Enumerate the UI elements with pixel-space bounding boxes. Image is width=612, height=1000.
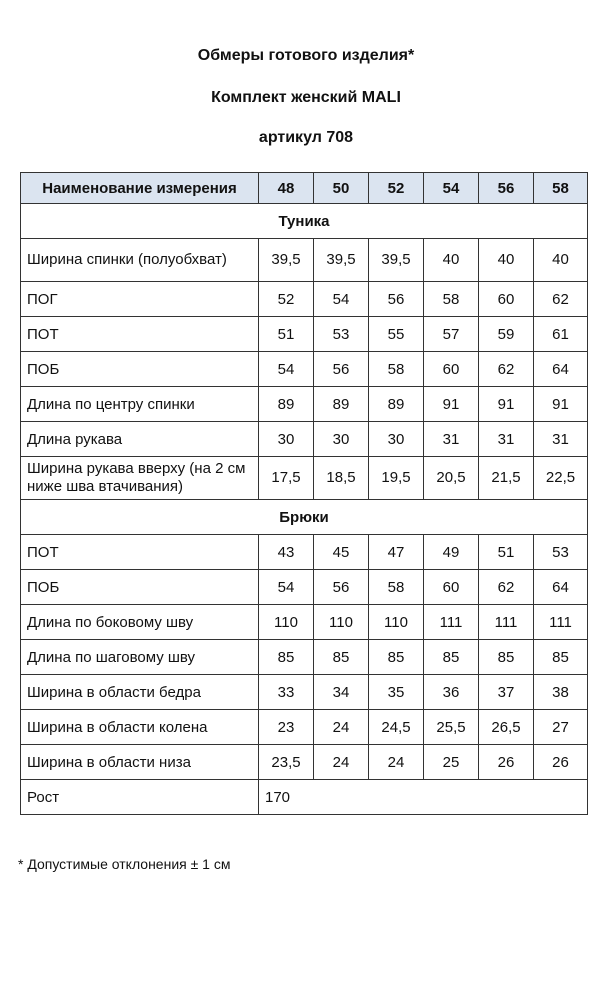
measurement-value: 56 <box>314 352 369 387</box>
section-row-pants <box>21 500 588 535</box>
measurement-value: 51 <box>259 317 314 352</box>
measurement-value: 30 <box>369 422 424 457</box>
measurement-value: 60 <box>424 570 479 605</box>
measurement-value: 49 <box>424 535 479 570</box>
measurement-value: 39,5 <box>369 239 424 282</box>
measurement-value: 54 <box>314 282 369 317</box>
measurement-value: 89 <box>314 387 369 422</box>
measurement-label: Длина по боковому шву <box>21 605 259 640</box>
measurement-value: 34 <box>314 675 369 710</box>
table-row <box>21 675 588 710</box>
measurement-value: 54 <box>259 352 314 387</box>
measurement-value: 61 <box>534 317 588 352</box>
measurement-label: Ширина спинки (полуобхват) <box>21 239 259 282</box>
measurement-value: 89 <box>369 387 424 422</box>
height-value: 170 <box>259 780 588 815</box>
measurement-value: 110 <box>259 605 314 640</box>
measurement-value: 24 <box>369 745 424 780</box>
measurement-value: 26,5 <box>479 710 534 745</box>
table-row <box>21 570 588 605</box>
measurement-value: 110 <box>314 605 369 640</box>
measurement-value: 85 <box>259 640 314 675</box>
table-row <box>21 457 588 500</box>
measurement-value: 54 <box>259 570 314 605</box>
section-row-tunic <box>21 204 588 239</box>
measurement-value: 31 <box>479 422 534 457</box>
measurement-value: 85 <box>369 640 424 675</box>
measurement-value: 53 <box>314 317 369 352</box>
measurement-value: 91 <box>534 387 588 422</box>
measurement-value: 85 <box>314 640 369 675</box>
column-header-size: 56 <box>479 173 534 204</box>
measurement-value: 111 <box>479 605 534 640</box>
measurement-value: 64 <box>534 352 588 387</box>
measurement-value: 24,5 <box>369 710 424 745</box>
footnote: * Допустимые отклонения ± 1 см <box>18 856 231 872</box>
measurement-value: 51 <box>479 535 534 570</box>
measurement-value: 39,5 <box>259 239 314 282</box>
measurement-value: 31 <box>534 422 588 457</box>
measurement-value: 111 <box>534 605 588 640</box>
measurement-value: 39,5 <box>314 239 369 282</box>
measurement-value: 25,5 <box>424 710 479 745</box>
measurement-value: 55 <box>369 317 424 352</box>
measurement-value: 43 <box>259 535 314 570</box>
article-number: артикул 708 <box>258 129 354 146</box>
measurement-value: 56 <box>314 570 369 605</box>
column-header-size: 54 <box>424 173 479 204</box>
measurement-value: 45 <box>314 535 369 570</box>
table-row <box>21 387 588 422</box>
measurement-value: 85 <box>479 640 534 675</box>
measurement-value: 60 <box>424 352 479 387</box>
table-row-height <box>21 780 588 815</box>
table-row <box>21 535 588 570</box>
product-name: Комплект женский MALI <box>211 89 401 106</box>
column-header-size: 50 <box>314 173 369 204</box>
measurement-value: 24 <box>314 710 369 745</box>
measurement-value: 58 <box>424 282 479 317</box>
column-header-size: 58 <box>534 173 588 204</box>
measurement-label: ПОГ <box>21 282 259 317</box>
document-title: Обмеры готового изделия* <box>197 47 415 64</box>
measurement-value: 23,5 <box>259 745 314 780</box>
table-row <box>21 352 588 387</box>
measurement-value: 18,5 <box>314 457 369 500</box>
table-row <box>21 239 588 282</box>
measurement-value: 64 <box>534 570 588 605</box>
measurements-table <box>20 172 588 815</box>
measurement-value: 23 <box>259 710 314 745</box>
measurement-value: 40 <box>534 239 588 282</box>
measurement-label: Длина рукава <box>21 422 259 457</box>
measurement-value: 35 <box>369 675 424 710</box>
measurement-value: 33 <box>259 675 314 710</box>
measurement-label: Рост <box>21 780 259 815</box>
measurement-label: Ширина в области бедра <box>21 675 259 710</box>
measurement-value: 47 <box>369 535 424 570</box>
measurement-value: 56 <box>369 282 424 317</box>
column-header-size: 48 <box>259 173 314 204</box>
measurement-value: 40 <box>424 239 479 282</box>
measurement-value: 26 <box>534 745 588 780</box>
measurement-value: 52 <box>259 282 314 317</box>
measurement-value: 91 <box>479 387 534 422</box>
measurement-value: 40 <box>479 239 534 282</box>
measurement-label: Длина по центру спинки <box>21 387 259 422</box>
column-header-size: 52 <box>369 173 424 204</box>
measurement-value: 58 <box>369 570 424 605</box>
table-row <box>21 282 588 317</box>
measurement-value: 62 <box>534 282 588 317</box>
table-row <box>21 745 588 780</box>
table-row <box>21 317 588 352</box>
measurement-value: 62 <box>479 352 534 387</box>
table-row <box>21 605 588 640</box>
column-header-measurement: Наименование измерения <box>21 173 259 204</box>
measurement-label: ПОБ <box>21 352 259 387</box>
measurement-label: Ширина в области колена <box>21 710 259 745</box>
measurement-value: 85 <box>424 640 479 675</box>
measurement-value: 57 <box>424 317 479 352</box>
measurement-value: 30 <box>259 422 314 457</box>
measurement-label: Ширина рукава вверху (на 2 см ниже шва втачивания) <box>21 457 259 500</box>
measurement-value: 26 <box>479 745 534 780</box>
measurement-value: 36 <box>424 675 479 710</box>
measurement-value: 53 <box>534 535 588 570</box>
measurement-label: ПОБ <box>21 570 259 605</box>
measurement-value: 91 <box>424 387 479 422</box>
measurement-value: 20,5 <box>424 457 479 500</box>
section-title-tunic: Туника <box>21 204 588 239</box>
table-row <box>21 422 588 457</box>
measurement-value: 111 <box>424 605 479 640</box>
measurement-value: 19,5 <box>369 457 424 500</box>
measurement-value: 27 <box>534 710 588 745</box>
measurement-label: ПОТ <box>21 317 259 352</box>
measurement-value: 59 <box>479 317 534 352</box>
measurement-label: Ширина в области низа <box>21 745 259 780</box>
measurement-value: 110 <box>369 605 424 640</box>
table-header-row <box>21 173 588 204</box>
measurement-value: 89 <box>259 387 314 422</box>
measurement-value: 37 <box>479 675 534 710</box>
table-row <box>21 710 588 745</box>
measurement-value: 24 <box>314 745 369 780</box>
measurement-label: ПОТ <box>21 535 259 570</box>
table-row <box>21 640 588 675</box>
measurement-value: 21,5 <box>479 457 534 500</box>
measurement-value: 31 <box>424 422 479 457</box>
measurement-value: 17,5 <box>259 457 314 500</box>
measurement-value: 38 <box>534 675 588 710</box>
measurement-value: 30 <box>314 422 369 457</box>
measurement-value: 85 <box>534 640 588 675</box>
measurement-label: Длина по шаговому шву <box>21 640 259 675</box>
section-title-pants: Брюки <box>21 500 588 535</box>
measurement-value: 58 <box>369 352 424 387</box>
measurement-value: 25 <box>424 745 479 780</box>
measurement-value: 62 <box>479 570 534 605</box>
measurement-value: 60 <box>479 282 534 317</box>
measurement-value: 22,5 <box>534 457 588 500</box>
